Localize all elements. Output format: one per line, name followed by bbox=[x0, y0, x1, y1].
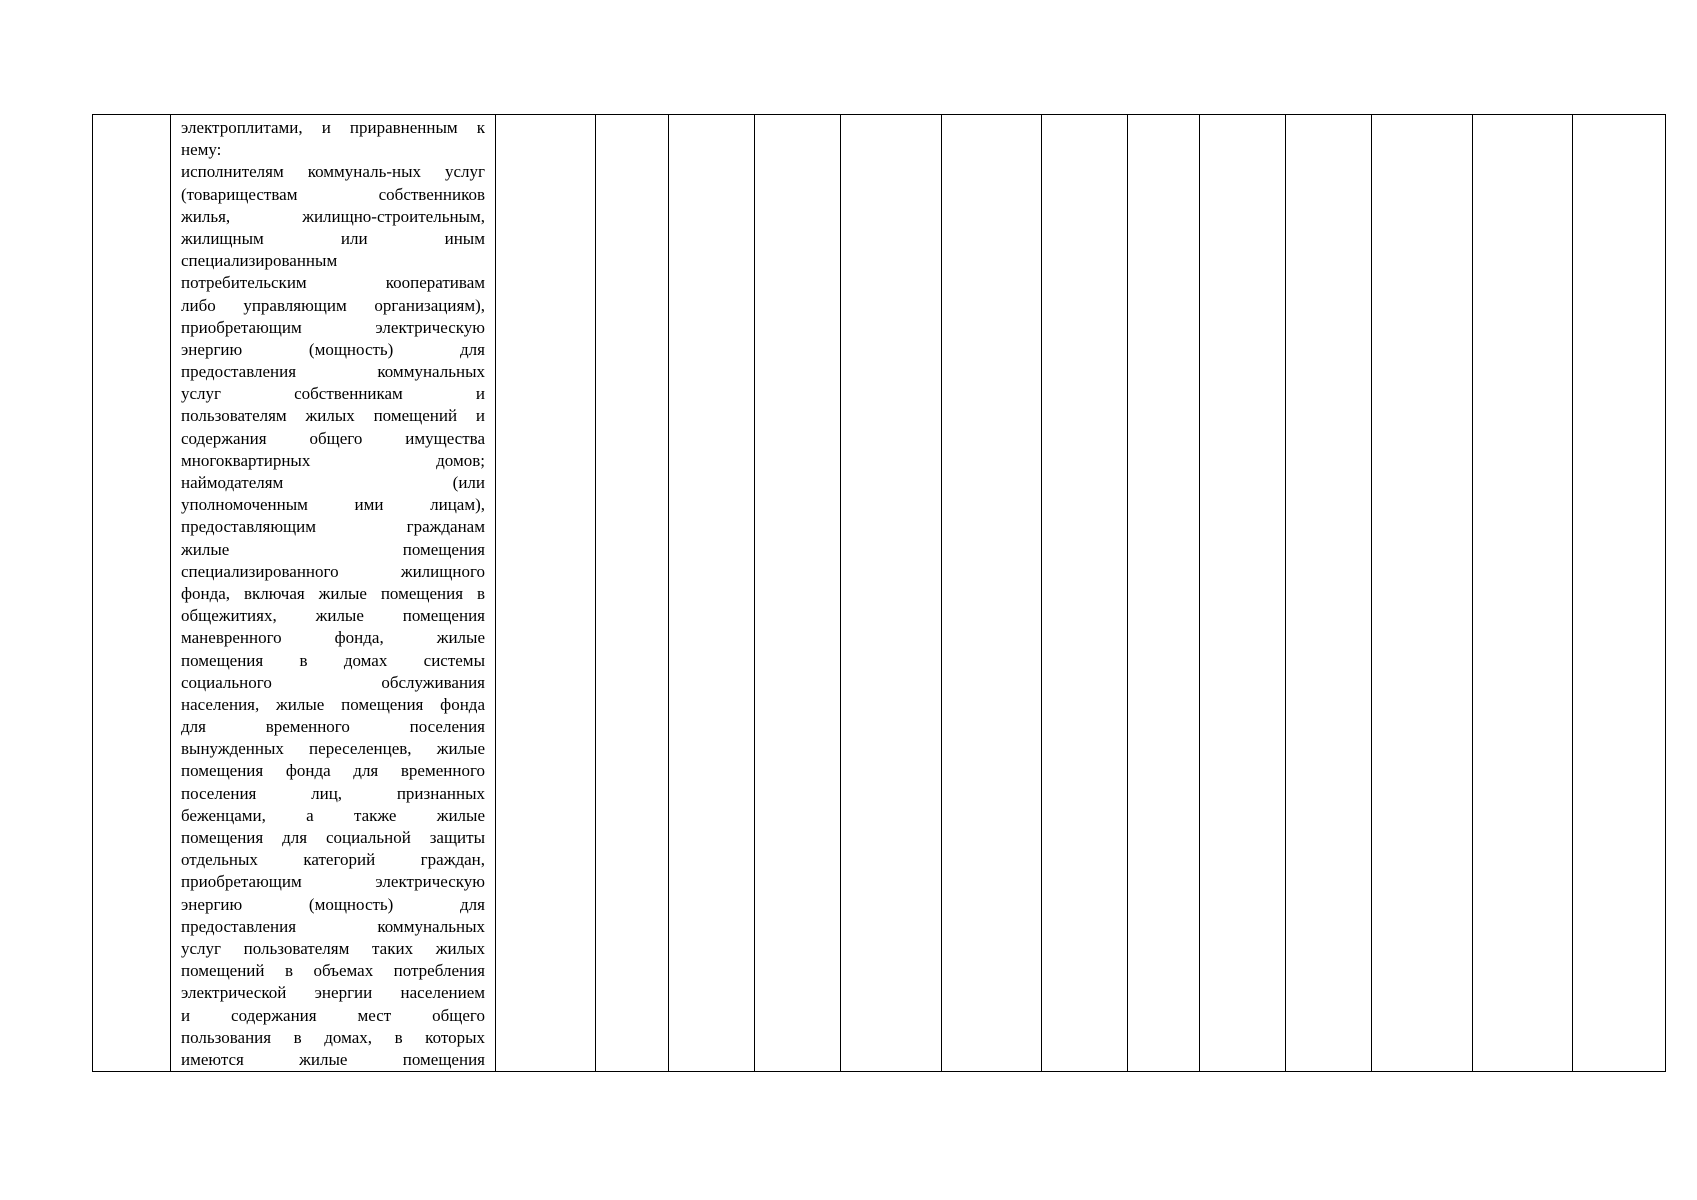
description-line: специализированного жилищного bbox=[181, 561, 485, 581]
description-line: пользования в домах, в которых bbox=[181, 1027, 485, 1047]
description-line: вынужденных переселенцев, жилые bbox=[181, 739, 485, 759]
description-line: имеются жилые помещения bbox=[181, 1049, 485, 1069]
value-cell-11 bbox=[1372, 115, 1473, 1072]
description-line: приобретающим электрическую bbox=[181, 317, 485, 337]
description-line: беженцами, а также жилые bbox=[181, 805, 485, 825]
description-line: предоставления коммунальных bbox=[181, 362, 485, 382]
description-line: поселения лиц, признанных bbox=[181, 783, 485, 803]
value-cell-3 bbox=[669, 115, 755, 1072]
number-cell bbox=[93, 115, 171, 1072]
description-line: содержания общего имущества bbox=[181, 428, 485, 448]
description-line: (товариществам собственников bbox=[181, 184, 485, 204]
value-cell-12 bbox=[1473, 115, 1573, 1072]
description-line: услуг собственникам и bbox=[181, 384, 485, 404]
description-line: исполнителям коммуналь-ных услуг bbox=[181, 162, 485, 182]
description-line: и содержания мест общего bbox=[181, 1005, 485, 1025]
value-cell-4 bbox=[755, 115, 841, 1072]
description-line: населения, жилые помещения фонда bbox=[181, 694, 485, 714]
description-line: жилищным или иным bbox=[181, 228, 485, 248]
description-line: приобретающим электрическую bbox=[181, 872, 485, 892]
description-line: жилые помещения bbox=[181, 539, 485, 559]
value-cell-10 bbox=[1286, 115, 1372, 1072]
description-line: фонда, включая жилые помещения в bbox=[181, 583, 485, 603]
value-cell-2 bbox=[596, 115, 669, 1072]
tariff-table bbox=[92, 114, 1666, 1072]
description-line: предоставления коммунальных bbox=[181, 916, 485, 936]
value-cell-6 bbox=[942, 115, 1042, 1072]
description-line: наймодателям (или bbox=[181, 473, 485, 492]
value-cell-13 bbox=[1573, 115, 1666, 1072]
description-line: помещений в объемах потребления bbox=[181, 961, 485, 981]
value-cell-7 bbox=[1042, 115, 1128, 1072]
description-line: маневренного фонда, жилые bbox=[181, 628, 485, 648]
description-line: энергию (мощность) для bbox=[181, 339, 485, 359]
value-cell-8 bbox=[1128, 115, 1200, 1072]
description-line: предоставляющим гражданам bbox=[181, 517, 485, 537]
description-line: потребительским кооперативам bbox=[181, 273, 485, 293]
value-cell-5 bbox=[841, 115, 942, 1072]
description-line: помещения в домах системы bbox=[181, 650, 485, 670]
description-line: социального обслуживания bbox=[181, 672, 485, 692]
description-line: пользователям жилых помещений и bbox=[181, 406, 485, 426]
description-line: для временного поселения bbox=[181, 717, 485, 737]
description-line: электроплитами, и приравненным к bbox=[181, 118, 485, 137]
description-line: услуг пользователям таких жилых bbox=[181, 938, 485, 958]
description-line: уполномоченным ими лицам), bbox=[181, 495, 485, 515]
description-line: общежитиях, жилые помещения bbox=[181, 606, 485, 626]
description-line: либо управляющим организациям), bbox=[181, 295, 485, 315]
table-row bbox=[93, 115, 1666, 1072]
description-line: помещения фонда для временного bbox=[181, 761, 485, 781]
description-line: специализированным bbox=[181, 251, 338, 271]
description-line: многоквартирных домов; bbox=[181, 450, 485, 470]
value-cell-1 bbox=[496, 115, 596, 1072]
description-line: жилья, жилищно-строительным, bbox=[181, 206, 485, 226]
description-line: помещения для социальной защиты bbox=[181, 828, 485, 847]
value-cell-9 bbox=[1200, 115, 1286, 1072]
description-line: нему: bbox=[181, 140, 222, 160]
description-line: отдельных категорий граждан, bbox=[181, 850, 485, 870]
description-line: электрической энергии населением bbox=[181, 983, 485, 1003]
description-line: энергию (мощность) для bbox=[181, 894, 485, 914]
description-cell bbox=[171, 115, 496, 1072]
